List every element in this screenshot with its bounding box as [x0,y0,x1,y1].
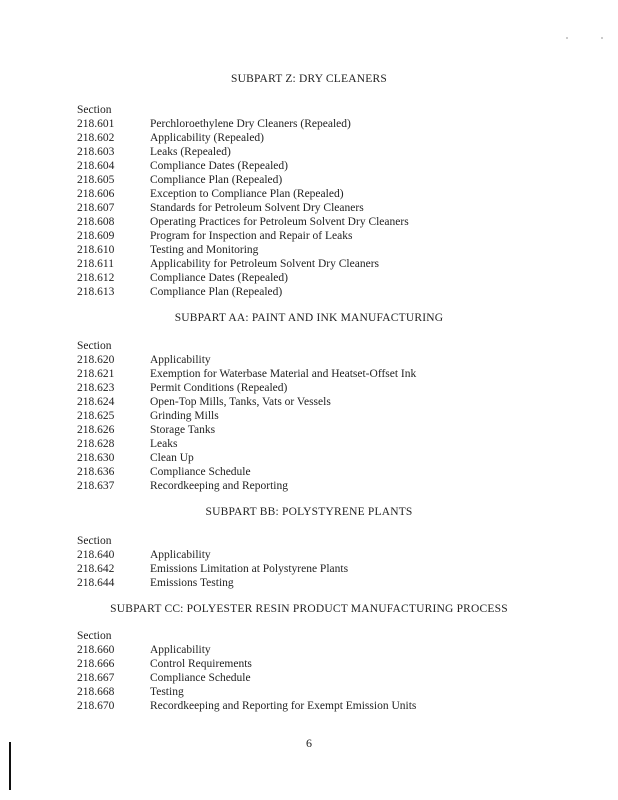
section-title: Recordkeeping and Reporting for Exempt Emission Units [150,700,417,712]
scan-speck [566,37,568,39]
section-number: 218.636 [77,466,115,478]
section-number: 218.670 [77,700,115,712]
section-title: Storage Tanks [150,424,216,436]
subpart-z-heading: SUBPART Z: DRY CLEANERS [231,73,387,85]
section-label: Section [77,535,112,547]
section-number: 218.621 [77,368,115,380]
section-title: Recordkeeping and Reporting [150,480,288,492]
subpart-aa-heading: SUBPART AA: PAINT AND INK MANUFACTURING [174,312,444,324]
section-title: Control Requirements [150,658,252,670]
section-title: Exemption for Waterbase Material and Heatset-Offset Ink [150,368,417,380]
section-number: 218.623 [77,382,115,394]
section-number: 218.630 [77,452,115,464]
section-number: 218.607 [77,202,115,214]
section-label: Section [77,630,112,642]
section-number: 218.625 [77,410,115,422]
subpart-cc-heading: SUBPART CC: POLYESTER RESIN PRODUCT MANUFACTURING PROCESS [110,603,508,615]
section-title: Applicability (Repealed) [150,132,265,144]
section-number: 218.628 [77,438,115,450]
section-title: Applicability [150,354,211,366]
section-title: Testing [150,686,184,698]
scan-speck [601,37,603,39]
section-title: Leaks (Repealed) [150,146,231,158]
section-title: Grinding Mills [150,410,219,422]
section-number: 218.604 [77,160,115,172]
section-title: Applicability [150,549,211,561]
section-number: 218.668 [77,686,115,698]
section-title: Perchloroethylene Dry Cleaners (Repealed) [150,118,351,130]
section-number: 218.601 [77,118,115,130]
section-title: Compliance Schedule [150,466,251,478]
section-number: 218.637 [77,480,115,492]
section-title: Clean Up [150,452,194,464]
section-number: 218.642 [77,563,115,575]
section-title: Leaks [150,438,178,450]
section-number: 218.611 [77,258,114,270]
section-number: 218.666 [77,658,115,670]
section-number: 218.606 [77,188,115,200]
section-title: Standards for Petroleum Solvent Dry Cleaners [150,202,364,214]
section-number: 218.612 [77,272,115,284]
section-title: Emissions Limitation at Polystyrene Plants [150,563,349,575]
section-number: 218.644 [77,577,115,589]
section-number: 218.605 [77,174,115,186]
section-number: 218.626 [77,424,115,436]
section-number: 218.610 [77,244,115,256]
page-number: 6 [306,736,312,750]
section-title: Compliance Dates (Repealed) [150,272,288,284]
section-title: Emissions Testing [150,577,234,589]
section-number: 218.620 [77,354,115,366]
section-title: Exception to Compliance Plan (Repealed) [150,188,344,200]
section-number: 218.667 [77,672,115,684]
section-title: Compliance Plan (Repealed) [150,174,283,186]
section-title: Applicability for Petroleum Solvent Dry Cleaners [150,258,379,270]
section-title: Program for Inspection and Repair of Leaks [150,230,353,242]
section-number: 218.613 [77,286,115,298]
section-title: Compliance Schedule [150,672,251,684]
section-title: Open-Top Mills, Tanks, Vats or Vessels [150,396,331,408]
section-number: 218.603 [77,146,115,158]
section-title: Operating Practices for Petroleum Solvent Dry Cleaners [150,216,409,228]
section-label: Section [77,104,112,116]
section-title: Permit Conditions (Repealed) [150,382,288,394]
section-number: 218.602 [77,132,115,144]
section-title: Compliance Plan (Repealed) [150,286,283,298]
section-title: Compliance Dates (Repealed) [150,160,288,172]
section-label: Section [77,340,112,352]
section-number: 218.624 [77,396,115,408]
section-number: 218.660 [77,644,115,656]
section-number: 218.640 [77,549,115,561]
section-title: Testing and Monitoring [150,244,259,256]
subpart-bb-heading: SUBPART BB: POLYSTYRENE PLANTS [205,506,413,518]
scan-edge-mark [9,742,11,790]
section-title: Applicability [150,644,211,656]
section-number: 218.609 [77,230,115,242]
section-number: 218.608 [77,216,115,228]
